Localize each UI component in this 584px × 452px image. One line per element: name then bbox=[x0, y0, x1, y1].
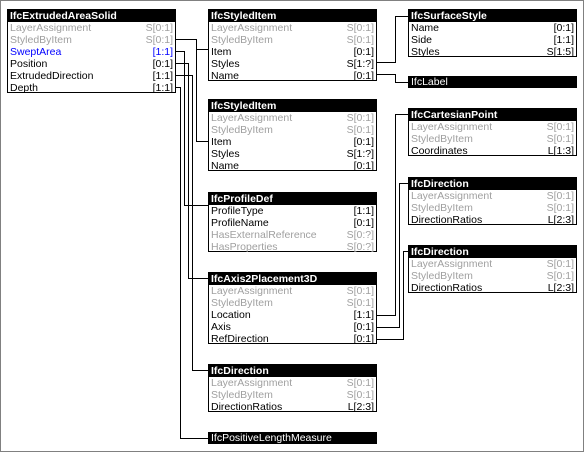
attribute-cardinality: [1:1] bbox=[152, 70, 173, 82]
attribute-row[interactable] bbox=[409, 145, 576, 157]
attribute-name: ProfileType bbox=[211, 205, 264, 217]
attribute-name: Item bbox=[211, 46, 232, 58]
attribute-cardinality: S[0:1] bbox=[346, 22, 374, 34]
entity-title: IfcExtrudedAreaSolid bbox=[8, 10, 175, 22]
attribute-name: Styles bbox=[411, 46, 440, 58]
attribute-row[interactable] bbox=[8, 34, 175, 46]
attribute-cardinality: [0:1] bbox=[353, 70, 374, 82]
attribute-row[interactable] bbox=[209, 401, 376, 413]
ifc-styled-item-box[interactable] bbox=[208, 99, 377, 171]
attribute-row[interactable] bbox=[8, 46, 175, 58]
attribute-cardinality: S[1:?] bbox=[346, 148, 374, 160]
attribute-cardinality: S[0:1] bbox=[546, 190, 574, 202]
attribute-row[interactable] bbox=[209, 22, 376, 34]
attribute-name: Styles bbox=[211, 58, 240, 70]
attribute-name: StyledByItem bbox=[411, 270, 473, 282]
attribute-name: Position bbox=[10, 58, 48, 70]
attribute-name: LayerAssignment bbox=[411, 121, 493, 133]
attribute-name: Name bbox=[211, 70, 240, 82]
entity-title: IfcStyledItem bbox=[209, 100, 376, 112]
connector-refdirection bbox=[377, 252, 409, 340]
attribute-row[interactable] bbox=[209, 136, 376, 148]
attribute-row[interactable] bbox=[209, 309, 376, 321]
entity-title: IfcCartesianPoint bbox=[409, 109, 576, 121]
attribute-cardinality: L[1:3] bbox=[547, 145, 574, 157]
attribute-name: HasProperties bbox=[211, 241, 278, 253]
ifc-extruded-area-solid-box[interactable] bbox=[7, 9, 176, 93]
attribute-name: LayerAssignment bbox=[211, 285, 293, 297]
attribute-row[interactable] bbox=[8, 22, 175, 34]
attribute-cardinality: S[0:1] bbox=[346, 389, 374, 401]
attribute-name: StyledByItem bbox=[211, 389, 273, 401]
attribute-name: DirectionRatios bbox=[411, 282, 483, 294]
attribute-cardinality: S[0:1] bbox=[346, 112, 374, 124]
connector-styles bbox=[377, 17, 409, 63]
attribute-cardinality: [0:1] bbox=[353, 333, 374, 345]
attribute-name: StyledByItem bbox=[211, 34, 273, 46]
attribute-name: LayerAssignment bbox=[211, 22, 293, 34]
attribute-row[interactable] bbox=[409, 214, 576, 226]
attribute-cardinality: S[0:1] bbox=[546, 258, 574, 270]
connector-styledbyitem bbox=[176, 40, 209, 50]
attribute-cardinality: L[2:3] bbox=[547, 282, 574, 294]
connector-depth bbox=[176, 88, 209, 439]
attribute-row[interactable] bbox=[209, 389, 376, 401]
ifc-styled-item-box[interactable] bbox=[208, 9, 377, 81]
attribute-cardinality: [0:1] bbox=[353, 160, 374, 172]
attribute-cardinality: [1:1] bbox=[152, 82, 173, 94]
attribute-name: SweptArea bbox=[10, 46, 62, 58]
attribute-name: RefDirection bbox=[211, 333, 269, 345]
attribute-cardinality: [1:1] bbox=[152, 46, 173, 58]
ifc-axis2-placement-3d-box[interactable] bbox=[208, 272, 377, 344]
attribute-row[interactable] bbox=[209, 160, 376, 172]
attribute-name: ExtrudedDirection bbox=[10, 70, 94, 82]
attribute-cardinality: L[2:3] bbox=[547, 214, 574, 226]
attribute-row[interactable] bbox=[8, 82, 175, 94]
attribute-name: Location bbox=[211, 309, 251, 321]
attribute-cardinality: [0:1] bbox=[353, 136, 374, 148]
ifc-profile-def-box[interactable] bbox=[208, 192, 377, 252]
attribute-cardinality: S[0:1] bbox=[546, 121, 574, 133]
ifc-direction-box[interactable] bbox=[408, 177, 577, 225]
attribute-cardinality: [0:1] bbox=[553, 22, 574, 34]
attribute-row[interactable] bbox=[409, 282, 576, 294]
entity-title: IfcSurfaceStyle bbox=[409, 10, 576, 22]
attribute-cardinality: S[0:1] bbox=[145, 22, 173, 34]
attribute-name: HasExternalReference bbox=[211, 229, 317, 241]
attribute-row[interactable] bbox=[209, 58, 376, 70]
attribute-name: DirectionRatios bbox=[211, 401, 283, 413]
attribute-row[interactable] bbox=[409, 202, 576, 214]
ifc-positive-length-measure-type[interactable]: IfcPositiveLengthMeasure bbox=[208, 432, 377, 444]
ifc-label-type[interactable]: IfcLabel bbox=[408, 76, 577, 88]
attribute-cardinality: [1:1] bbox=[553, 34, 574, 46]
attribute-cardinality: S[0:1] bbox=[546, 270, 574, 282]
attribute-row[interactable] bbox=[209, 321, 376, 333]
attribute-name: Side bbox=[411, 34, 433, 46]
attribute-cardinality: S[0:1] bbox=[346, 297, 374, 309]
attribute-name: Name bbox=[411, 22, 440, 34]
attribute-name: Item bbox=[211, 136, 232, 148]
ifc-cartesian-point-box[interactable] bbox=[408, 108, 577, 156]
attribute-row[interactable] bbox=[409, 258, 576, 270]
connector-styledbyitem-2 bbox=[197, 50, 209, 142]
attribute-row[interactable] bbox=[209, 124, 376, 136]
attribute-row[interactable] bbox=[209, 377, 376, 389]
attribute-name: StyledByItem bbox=[211, 297, 273, 309]
attribute-name: Styles bbox=[211, 148, 240, 160]
attribute-cardinality: S[0:1] bbox=[546, 133, 574, 145]
attribute-name: LayerAssignment bbox=[211, 377, 293, 389]
attribute-row[interactable] bbox=[409, 190, 576, 202]
attribute-cardinality: S[0:1] bbox=[346, 285, 374, 297]
attribute-row[interactable] bbox=[209, 34, 376, 46]
entity-title: IfcDirection bbox=[409, 246, 576, 258]
attribute-name: Name bbox=[211, 160, 240, 172]
attribute-row[interactable] bbox=[209, 297, 376, 309]
entity-title: IfcDirection bbox=[209, 365, 376, 377]
attribute-name: StyledByItem bbox=[10, 34, 72, 46]
attribute-cardinality: S[1:5] bbox=[546, 46, 574, 58]
attribute-cardinality: [1:1] bbox=[353, 205, 374, 217]
attribute-row[interactable] bbox=[409, 121, 576, 133]
attribute-name: LayerAssignment bbox=[211, 112, 293, 124]
attribute-row[interactable] bbox=[209, 285, 376, 297]
attribute-cardinality: [0:1] bbox=[353, 46, 374, 58]
attribute-row[interactable] bbox=[209, 333, 376, 345]
attribute-cardinality: S[0:1] bbox=[346, 124, 374, 136]
attribute-cardinality: [0:1] bbox=[152, 58, 173, 70]
attribute-cardinality: S[0:?] bbox=[346, 229, 374, 241]
attribute-row[interactable] bbox=[209, 112, 376, 124]
attribute-name: StyledByItem bbox=[211, 124, 273, 136]
attribute-row[interactable] bbox=[209, 241, 376, 253]
entity-title: IfcStyledItem bbox=[209, 10, 376, 22]
attribute-cardinality: S[0:?] bbox=[346, 241, 374, 253]
ifc-surface-style-box[interactable] bbox=[408, 9, 577, 57]
attribute-name: Axis bbox=[211, 321, 231, 333]
entity-title: IfcDirection bbox=[409, 178, 576, 190]
attribute-row[interactable] bbox=[209, 217, 376, 229]
attribute-cardinality: S[0:1] bbox=[145, 34, 173, 46]
entity-title: IfcProfileDef bbox=[209, 193, 376, 205]
attribute-cardinality: S[0:1] bbox=[346, 34, 374, 46]
attribute-name: LayerAssignment bbox=[10, 22, 92, 34]
attribute-cardinality: [1:1] bbox=[353, 309, 374, 321]
attribute-row[interactable] bbox=[209, 229, 376, 241]
attribute-name: ProfileName bbox=[211, 217, 269, 229]
ifc-direction-box[interactable] bbox=[408, 245, 577, 293]
attribute-row[interactable] bbox=[409, 133, 576, 145]
attribute-cardinality: S[0:1] bbox=[346, 377, 374, 389]
attribute-cardinality: [0:1] bbox=[353, 217, 374, 229]
attribute-row[interactable] bbox=[8, 70, 175, 82]
attribute-row[interactable] bbox=[209, 205, 376, 217]
attribute-name: Coordinates bbox=[411, 145, 468, 157]
attribute-row[interactable] bbox=[8, 58, 175, 70]
attribute-name: StyledByItem bbox=[411, 202, 473, 214]
attribute-name: DirectionRatios bbox=[411, 214, 483, 226]
attribute-name: LayerAssignment bbox=[411, 258, 493, 270]
attribute-row[interactable] bbox=[209, 148, 376, 160]
attribute-name: Depth bbox=[10, 82, 39, 94]
attribute-row[interactable] bbox=[409, 46, 576, 58]
attribute-cardinality: S[0:1] bbox=[546, 202, 574, 214]
attribute-row[interactable] bbox=[409, 270, 576, 282]
entity-title: IfcAxis2Placement3D bbox=[209, 273, 376, 285]
attribute-row[interactable] bbox=[409, 22, 576, 34]
attribute-row[interactable] bbox=[409, 34, 576, 46]
attribute-name: LayerAssignment bbox=[411, 190, 493, 202]
attribute-cardinality: [0:1] bbox=[353, 321, 374, 333]
attribute-row[interactable] bbox=[209, 46, 376, 58]
ifc-direction-box[interactable] bbox=[208, 364, 377, 412]
attribute-row[interactable] bbox=[209, 70, 376, 82]
attribute-name: StyledByItem bbox=[411, 133, 473, 145]
attribute-cardinality: L[2:3] bbox=[347, 401, 374, 413]
attribute-cardinality: S[1:?] bbox=[346, 58, 374, 70]
connector-name-label bbox=[377, 75, 409, 83]
